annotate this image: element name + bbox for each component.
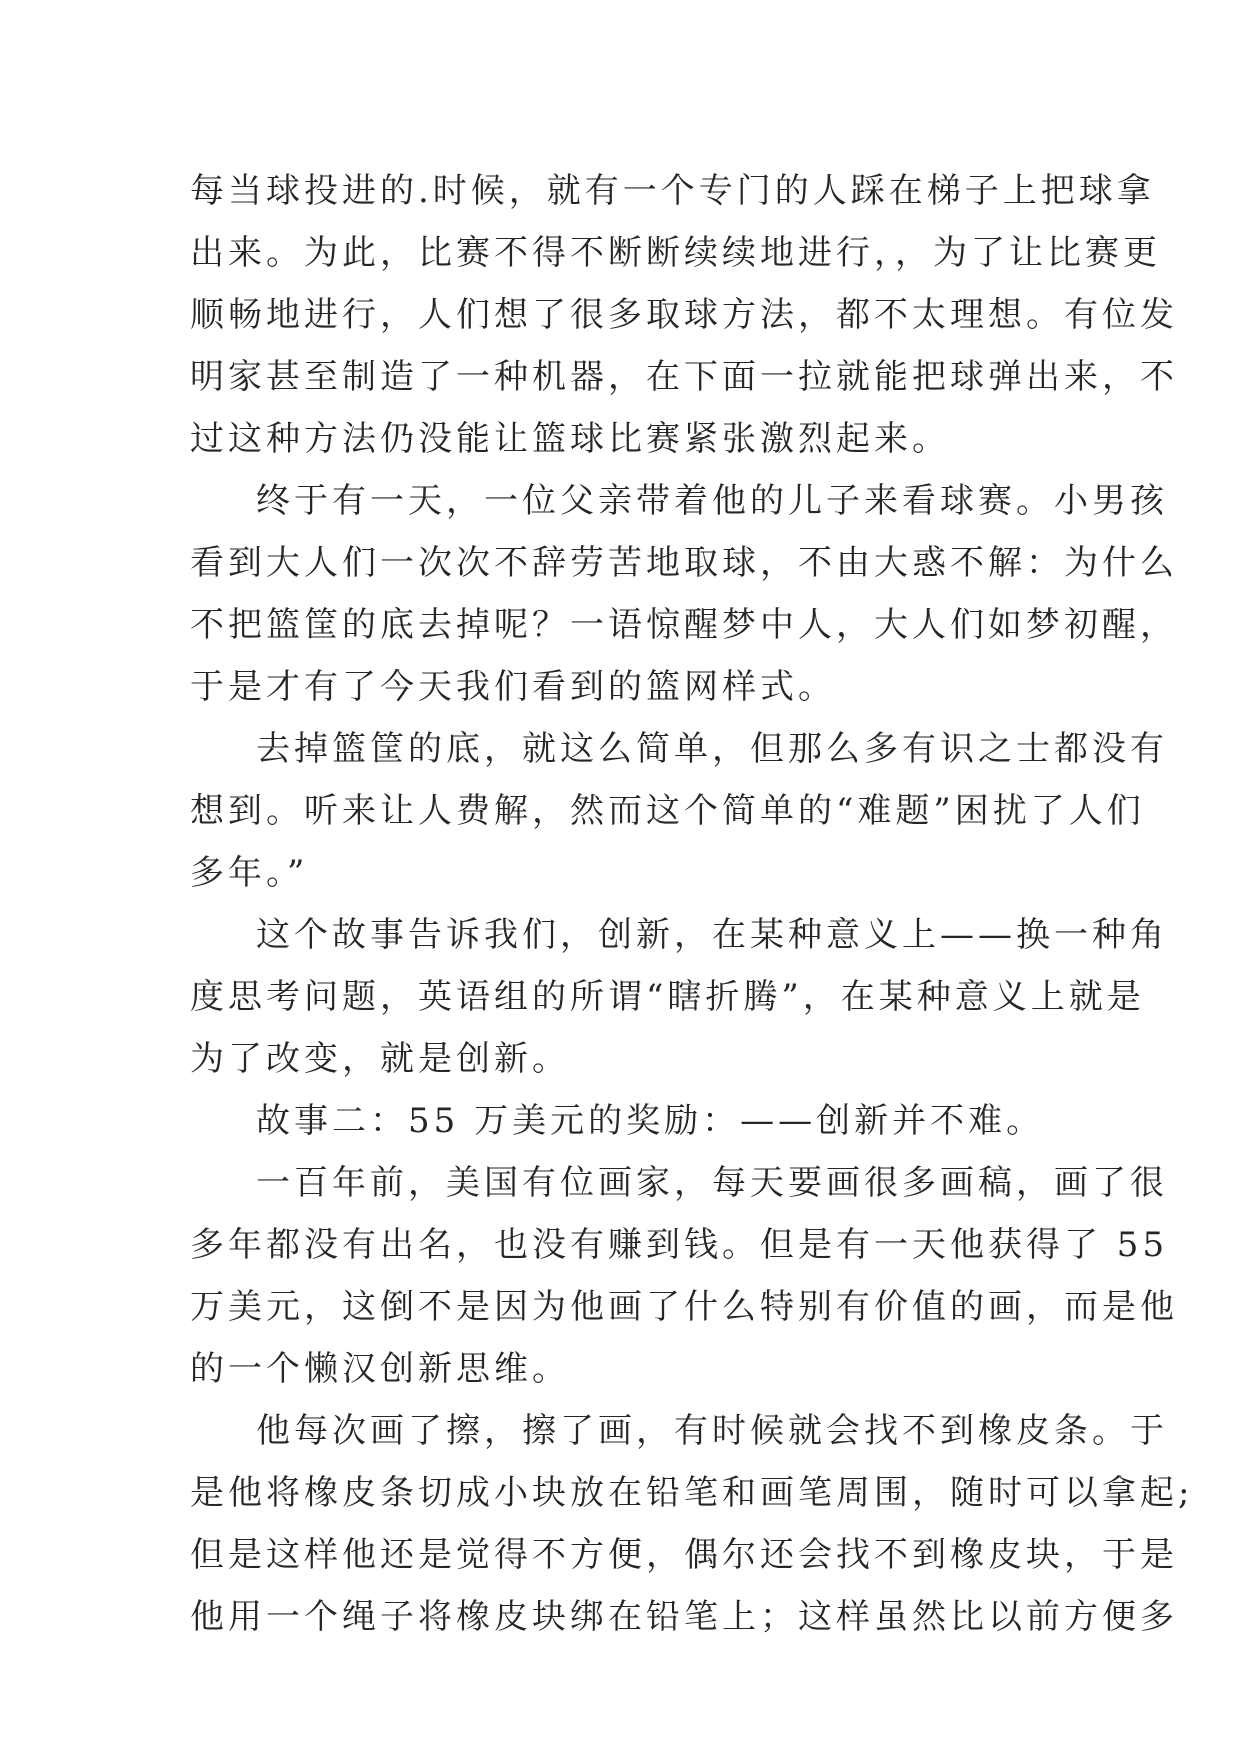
text-line: 的一个懒汉创新思维。 bbox=[190, 1349, 570, 1389]
text-line: 多年都没有出名，也没有赚到钱。但是有一天他获得了 55 bbox=[190, 1225, 1169, 1265]
text-line: 是他将橡皮条切成小块放在铅笔和画笔周围，随时可以拿起; bbox=[190, 1473, 1194, 1513]
paragraph-start-line: 终于有一天，一位父亲带着他的儿子来看球赛。小男孩 bbox=[256, 481, 1168, 521]
text-line: 不把篮筐的底去掉呢？一语惊醒梦中人，大人们如梦初醒， bbox=[190, 605, 1178, 645]
text-line: 万美元，这倒不是因为他画了什么特别有价值的画，而是他 bbox=[190, 1287, 1178, 1327]
text-line: 想到。听来让人费解，然而这个简单的“难题”困扰了人们 bbox=[190, 791, 1145, 831]
text-line: 看到大人们一次次不辞劳苦地取球，不由大惑不解：为什么 bbox=[190, 543, 1178, 583]
paragraph-start-line: 他每次画了擦，擦了画，有时候就会找不到橡皮条。于 bbox=[256, 1411, 1168, 1451]
text-line: 明家甚至制造了一种机器，在下面一拉就能把球弹出来，不 bbox=[190, 357, 1178, 397]
text-line: 度思考问题，英语组的所谓“瞎折腾”，在某种意义上就是 bbox=[190, 977, 1145, 1017]
text-line: 于是才有了今天我们看到的篮网样式。 bbox=[190, 667, 836, 707]
text-line: 每当球投进的.时候，就有一个专门的人踩在梯子上把球拿 bbox=[190, 171, 1155, 211]
body-text bbox=[190, 160, 1194, 1648]
paragraph-start-line: 去掉篮筐的底，就这么简单，但那么多有识之士都没有 bbox=[256, 729, 1168, 769]
text-line: 过这种方法仍没能让篮球比赛紧张激烈起来。 bbox=[190, 419, 950, 459]
text-line: 他用一个绳子将橡皮块绑在铅笔上；这样虽然比以前方便多 bbox=[190, 1597, 1178, 1637]
text-line: 多年。” bbox=[190, 853, 309, 893]
paragraph-start-line: 这个故事告诉我们，创新，在某种意义上——换一种角 bbox=[256, 915, 1168, 955]
text-line: 但是这样他还是觉得不方便，偶尔还会找不到橡皮块，于是 bbox=[190, 1535, 1178, 1575]
text-line: 顺畅地进行，人们想了很多取球方法，都不太理想。有位发 bbox=[190, 295, 1178, 335]
text-line: 出来。为此，比赛不得不断断续续地进行，，为了让比赛更 bbox=[190, 233, 1161, 273]
text-line: 为了改变，就是创新。 bbox=[190, 1039, 570, 1079]
paragraph-start-line: 一百年前，美国有位画家，每天要画很多画稿，画了很 bbox=[256, 1163, 1168, 1203]
story-heading-line: 故事二：55 万美元的奖励：——创新并不难。 bbox=[256, 1101, 1045, 1141]
